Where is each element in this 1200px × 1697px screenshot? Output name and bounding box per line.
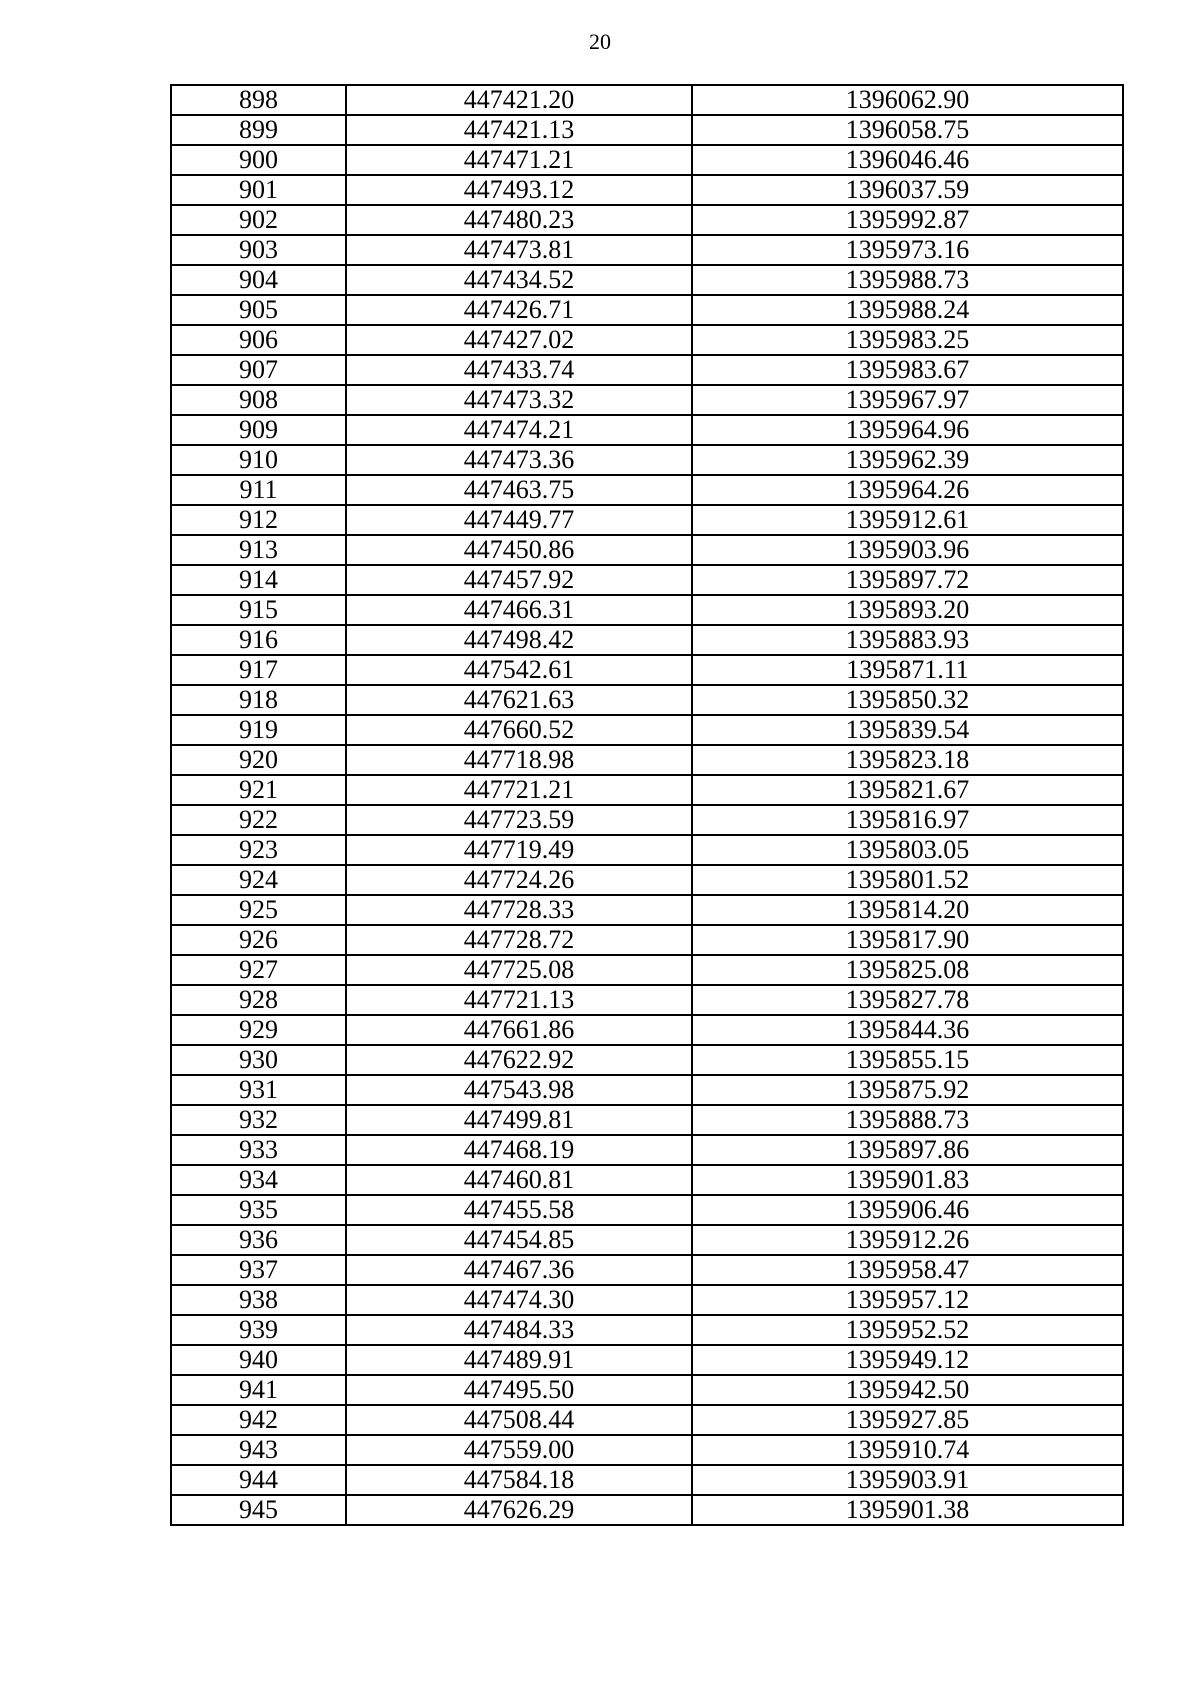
table-row (171, 325, 1123, 355)
y-coordinate-cell: 1395825.08 (692, 955, 1123, 985)
point-number-cell: 937 (171, 1255, 346, 1285)
x-coordinate-cell: 447721.21 (346, 775, 692, 805)
x-coordinate-cell: 447493.12 (346, 175, 692, 205)
y-coordinate-cell: 1395958.47 (692, 1255, 1123, 1285)
x-coordinate-cell: 447426.71 (346, 295, 692, 325)
point-number-cell: 930 (171, 1045, 346, 1075)
y-coordinate-cell: 1395801.52 (692, 865, 1123, 895)
point-number-cell: 935 (171, 1195, 346, 1225)
point-number-cell: 916 (171, 625, 346, 655)
y-coordinate-cell: 1395903.96 (692, 535, 1123, 565)
x-coordinate-cell: 447584.18 (346, 1465, 692, 1495)
x-coordinate-cell: 447725.08 (346, 955, 692, 985)
table-row (171, 1315, 1123, 1345)
x-coordinate-cell: 447473.81 (346, 235, 692, 265)
x-coordinate-cell: 447542.61 (346, 655, 692, 685)
x-coordinate-cell: 447661.86 (346, 1015, 692, 1045)
point-number-cell: 918 (171, 685, 346, 715)
point-number-cell: 933 (171, 1135, 346, 1165)
y-coordinate-cell: 1395901.83 (692, 1165, 1123, 1195)
table-row (171, 1345, 1123, 1375)
x-coordinate-cell: 447484.33 (346, 1315, 692, 1345)
table-row (171, 835, 1123, 865)
x-coordinate-cell: 447457.92 (346, 565, 692, 595)
table-row (171, 895, 1123, 925)
point-number-cell: 936 (171, 1225, 346, 1255)
table-row (171, 1285, 1123, 1315)
x-coordinate-cell: 447721.13 (346, 985, 692, 1015)
table-row (171, 1405, 1123, 1435)
x-coordinate-cell: 447467.36 (346, 1255, 692, 1285)
x-coordinate-cell: 447543.98 (346, 1075, 692, 1105)
y-coordinate-cell: 1395871.11 (692, 655, 1123, 685)
x-coordinate-cell: 447495.50 (346, 1375, 692, 1405)
y-coordinate-cell: 1395817.90 (692, 925, 1123, 955)
point-number-cell: 932 (171, 1105, 346, 1135)
y-coordinate-cell: 1395893.20 (692, 595, 1123, 625)
y-coordinate-cell: 1395983.25 (692, 325, 1123, 355)
point-number-cell: 905 (171, 295, 346, 325)
y-coordinate-cell: 1395844.36 (692, 1015, 1123, 1045)
point-number-cell: 919 (171, 715, 346, 745)
table-row (171, 805, 1123, 835)
x-coordinate-cell: 447433.74 (346, 355, 692, 385)
table-row (171, 1075, 1123, 1105)
table-row (171, 1375, 1123, 1405)
x-coordinate-cell: 447460.81 (346, 1165, 692, 1195)
table-row (171, 355, 1123, 385)
x-coordinate-cell: 447455.58 (346, 1195, 692, 1225)
page-number: 20 (589, 29, 611, 54)
x-coordinate-cell: 447728.72 (346, 925, 692, 955)
y-coordinate-cell: 1395983.67 (692, 355, 1123, 385)
x-coordinate-cell: 447498.42 (346, 625, 692, 655)
x-coordinate-cell: 447622.92 (346, 1045, 692, 1075)
x-coordinate-cell: 447723.59 (346, 805, 692, 835)
point-number-cell: 922 (171, 805, 346, 835)
x-coordinate-cell: 447449.77 (346, 505, 692, 535)
table-row (171, 85, 1123, 115)
y-coordinate-cell: 1395823.18 (692, 745, 1123, 775)
y-coordinate-cell: 1395942.50 (692, 1375, 1123, 1405)
coordinates-table-body (171, 85, 1123, 1525)
point-number-cell: 931 (171, 1075, 346, 1105)
table-row (171, 1045, 1123, 1075)
point-number-cell: 923 (171, 835, 346, 865)
y-coordinate-cell: 1395821.67 (692, 775, 1123, 805)
table-row (171, 865, 1123, 895)
table-row (171, 265, 1123, 295)
table-row (171, 1195, 1123, 1225)
coordinates-table (170, 84, 1124, 1526)
table-row (171, 715, 1123, 745)
point-number-cell: 903 (171, 235, 346, 265)
y-coordinate-cell: 1395964.26 (692, 475, 1123, 505)
x-coordinate-cell: 447473.32 (346, 385, 692, 415)
x-coordinate-cell: 447724.26 (346, 865, 692, 895)
y-coordinate-cell: 1395875.92 (692, 1075, 1123, 1105)
x-coordinate-cell: 447454.85 (346, 1225, 692, 1255)
y-coordinate-cell: 1395839.54 (692, 715, 1123, 745)
table-row (171, 175, 1123, 205)
y-coordinate-cell: 1395988.24 (692, 295, 1123, 325)
point-number-cell: 912 (171, 505, 346, 535)
table-row (171, 205, 1123, 235)
table-row (171, 145, 1123, 175)
table-row (171, 1465, 1123, 1495)
y-coordinate-cell: 1395888.73 (692, 1105, 1123, 1135)
y-coordinate-cell: 1395910.74 (692, 1435, 1123, 1465)
table-row (171, 1255, 1123, 1285)
x-coordinate-cell: 447434.52 (346, 265, 692, 295)
y-coordinate-cell: 1395973.16 (692, 235, 1123, 265)
point-number-cell: 907 (171, 355, 346, 385)
x-coordinate-cell: 447508.44 (346, 1405, 692, 1435)
y-coordinate-cell: 1396046.46 (692, 145, 1123, 175)
y-coordinate-cell: 1395962.39 (692, 445, 1123, 475)
table-row (171, 475, 1123, 505)
x-coordinate-cell: 447489.91 (346, 1345, 692, 1375)
point-number-cell: 914 (171, 565, 346, 595)
y-coordinate-cell: 1395912.61 (692, 505, 1123, 535)
point-number-cell: 901 (171, 175, 346, 205)
point-number-cell: 909 (171, 415, 346, 445)
table-row (171, 535, 1123, 565)
y-coordinate-cell: 1395912.26 (692, 1225, 1123, 1255)
point-number-cell: 934 (171, 1165, 346, 1195)
y-coordinate-cell: 1396058.75 (692, 115, 1123, 145)
point-number-cell: 939 (171, 1315, 346, 1345)
y-coordinate-cell: 1396037.59 (692, 175, 1123, 205)
y-coordinate-cell: 1395957.12 (692, 1285, 1123, 1315)
table-row (171, 445, 1123, 475)
x-coordinate-cell: 447427.02 (346, 325, 692, 355)
table-row (171, 625, 1123, 655)
y-coordinate-cell: 1395967.97 (692, 385, 1123, 415)
table-row (171, 565, 1123, 595)
point-number-cell: 921 (171, 775, 346, 805)
point-number-cell: 927 (171, 955, 346, 985)
point-number-cell: 913 (171, 535, 346, 565)
point-number-cell: 928 (171, 985, 346, 1015)
point-number-cell: 898 (171, 85, 346, 115)
y-coordinate-cell: 1395897.86 (692, 1135, 1123, 1165)
x-coordinate-cell: 447473.36 (346, 445, 692, 475)
y-coordinate-cell: 1395814.20 (692, 895, 1123, 925)
x-coordinate-cell: 447463.75 (346, 475, 692, 505)
point-number-cell: 938 (171, 1285, 346, 1315)
point-number-cell: 910 (171, 445, 346, 475)
table-row (171, 955, 1123, 985)
point-number-cell: 920 (171, 745, 346, 775)
y-coordinate-cell: 1395992.87 (692, 205, 1123, 235)
x-coordinate-cell: 447474.21 (346, 415, 692, 445)
x-coordinate-cell: 447471.21 (346, 145, 692, 175)
table-row (171, 1435, 1123, 1465)
point-number-cell: 924 (171, 865, 346, 895)
point-number-cell: 929 (171, 1015, 346, 1045)
x-coordinate-cell: 447626.29 (346, 1495, 692, 1525)
table-row (171, 985, 1123, 1015)
point-number-cell: 945 (171, 1495, 346, 1525)
point-number-cell: 908 (171, 385, 346, 415)
point-number-cell: 915 (171, 595, 346, 625)
table-row (171, 295, 1123, 325)
point-number-cell: 944 (171, 1465, 346, 1495)
y-coordinate-cell: 1395803.05 (692, 835, 1123, 865)
x-coordinate-cell: 447499.81 (346, 1105, 692, 1135)
y-coordinate-cell: 1395816.97 (692, 805, 1123, 835)
table-row (171, 235, 1123, 265)
table-row (171, 1105, 1123, 1135)
y-coordinate-cell: 1395988.73 (692, 265, 1123, 295)
table-row (171, 1225, 1123, 1255)
table-row (171, 655, 1123, 685)
table-row (171, 595, 1123, 625)
table-row (171, 505, 1123, 535)
x-coordinate-cell: 447660.52 (346, 715, 692, 745)
y-coordinate-cell: 1395906.46 (692, 1195, 1123, 1225)
table-row (171, 415, 1123, 445)
point-number-cell: 942 (171, 1405, 346, 1435)
point-number-cell: 926 (171, 925, 346, 955)
y-coordinate-cell: 1396062.90 (692, 85, 1123, 115)
point-number-cell: 943 (171, 1435, 346, 1465)
y-coordinate-cell: 1395850.32 (692, 685, 1123, 715)
x-coordinate-cell: 447474.30 (346, 1285, 692, 1315)
point-number-cell: 900 (171, 145, 346, 175)
table-row (171, 775, 1123, 805)
point-number-cell: 902 (171, 205, 346, 235)
point-number-cell: 917 (171, 655, 346, 685)
x-coordinate-cell: 447468.19 (346, 1135, 692, 1165)
x-coordinate-cell: 447480.23 (346, 205, 692, 235)
table-row (171, 385, 1123, 415)
y-coordinate-cell: 1395952.52 (692, 1315, 1123, 1345)
table-row (171, 115, 1123, 145)
x-coordinate-cell: 447718.98 (346, 745, 692, 775)
x-coordinate-cell: 447621.63 (346, 685, 692, 715)
y-coordinate-cell: 1395927.85 (692, 1405, 1123, 1435)
y-coordinate-cell: 1395897.72 (692, 565, 1123, 595)
y-coordinate-cell: 1395855.15 (692, 1045, 1123, 1075)
x-coordinate-cell: 447466.31 (346, 595, 692, 625)
table-row (171, 745, 1123, 775)
y-coordinate-cell: 1395827.78 (692, 985, 1123, 1015)
table-row (171, 1165, 1123, 1195)
x-coordinate-cell: 447719.49 (346, 835, 692, 865)
point-number-cell: 899 (171, 115, 346, 145)
y-coordinate-cell: 1395903.91 (692, 1465, 1123, 1495)
y-coordinate-cell: 1395901.38 (692, 1495, 1123, 1525)
x-coordinate-cell: 447559.00 (346, 1435, 692, 1465)
y-coordinate-cell: 1395883.93 (692, 625, 1123, 655)
table-row (171, 1495, 1123, 1525)
x-coordinate-cell: 447450.86 (346, 535, 692, 565)
table-row (171, 1015, 1123, 1045)
y-coordinate-cell: 1395949.12 (692, 1345, 1123, 1375)
table-row (171, 925, 1123, 955)
point-number-cell: 941 (171, 1375, 346, 1405)
y-coordinate-cell: 1395964.96 (692, 415, 1123, 445)
point-number-cell: 940 (171, 1345, 346, 1375)
point-number-cell: 904 (171, 265, 346, 295)
point-number-cell: 906 (171, 325, 346, 355)
table-row (171, 1135, 1123, 1165)
x-coordinate-cell: 447421.20 (346, 85, 692, 115)
x-coordinate-cell: 447728.33 (346, 895, 692, 925)
point-number-cell: 911 (171, 475, 346, 505)
table-row (171, 685, 1123, 715)
point-number-cell: 925 (171, 895, 346, 925)
x-coordinate-cell: 447421.13 (346, 115, 692, 145)
